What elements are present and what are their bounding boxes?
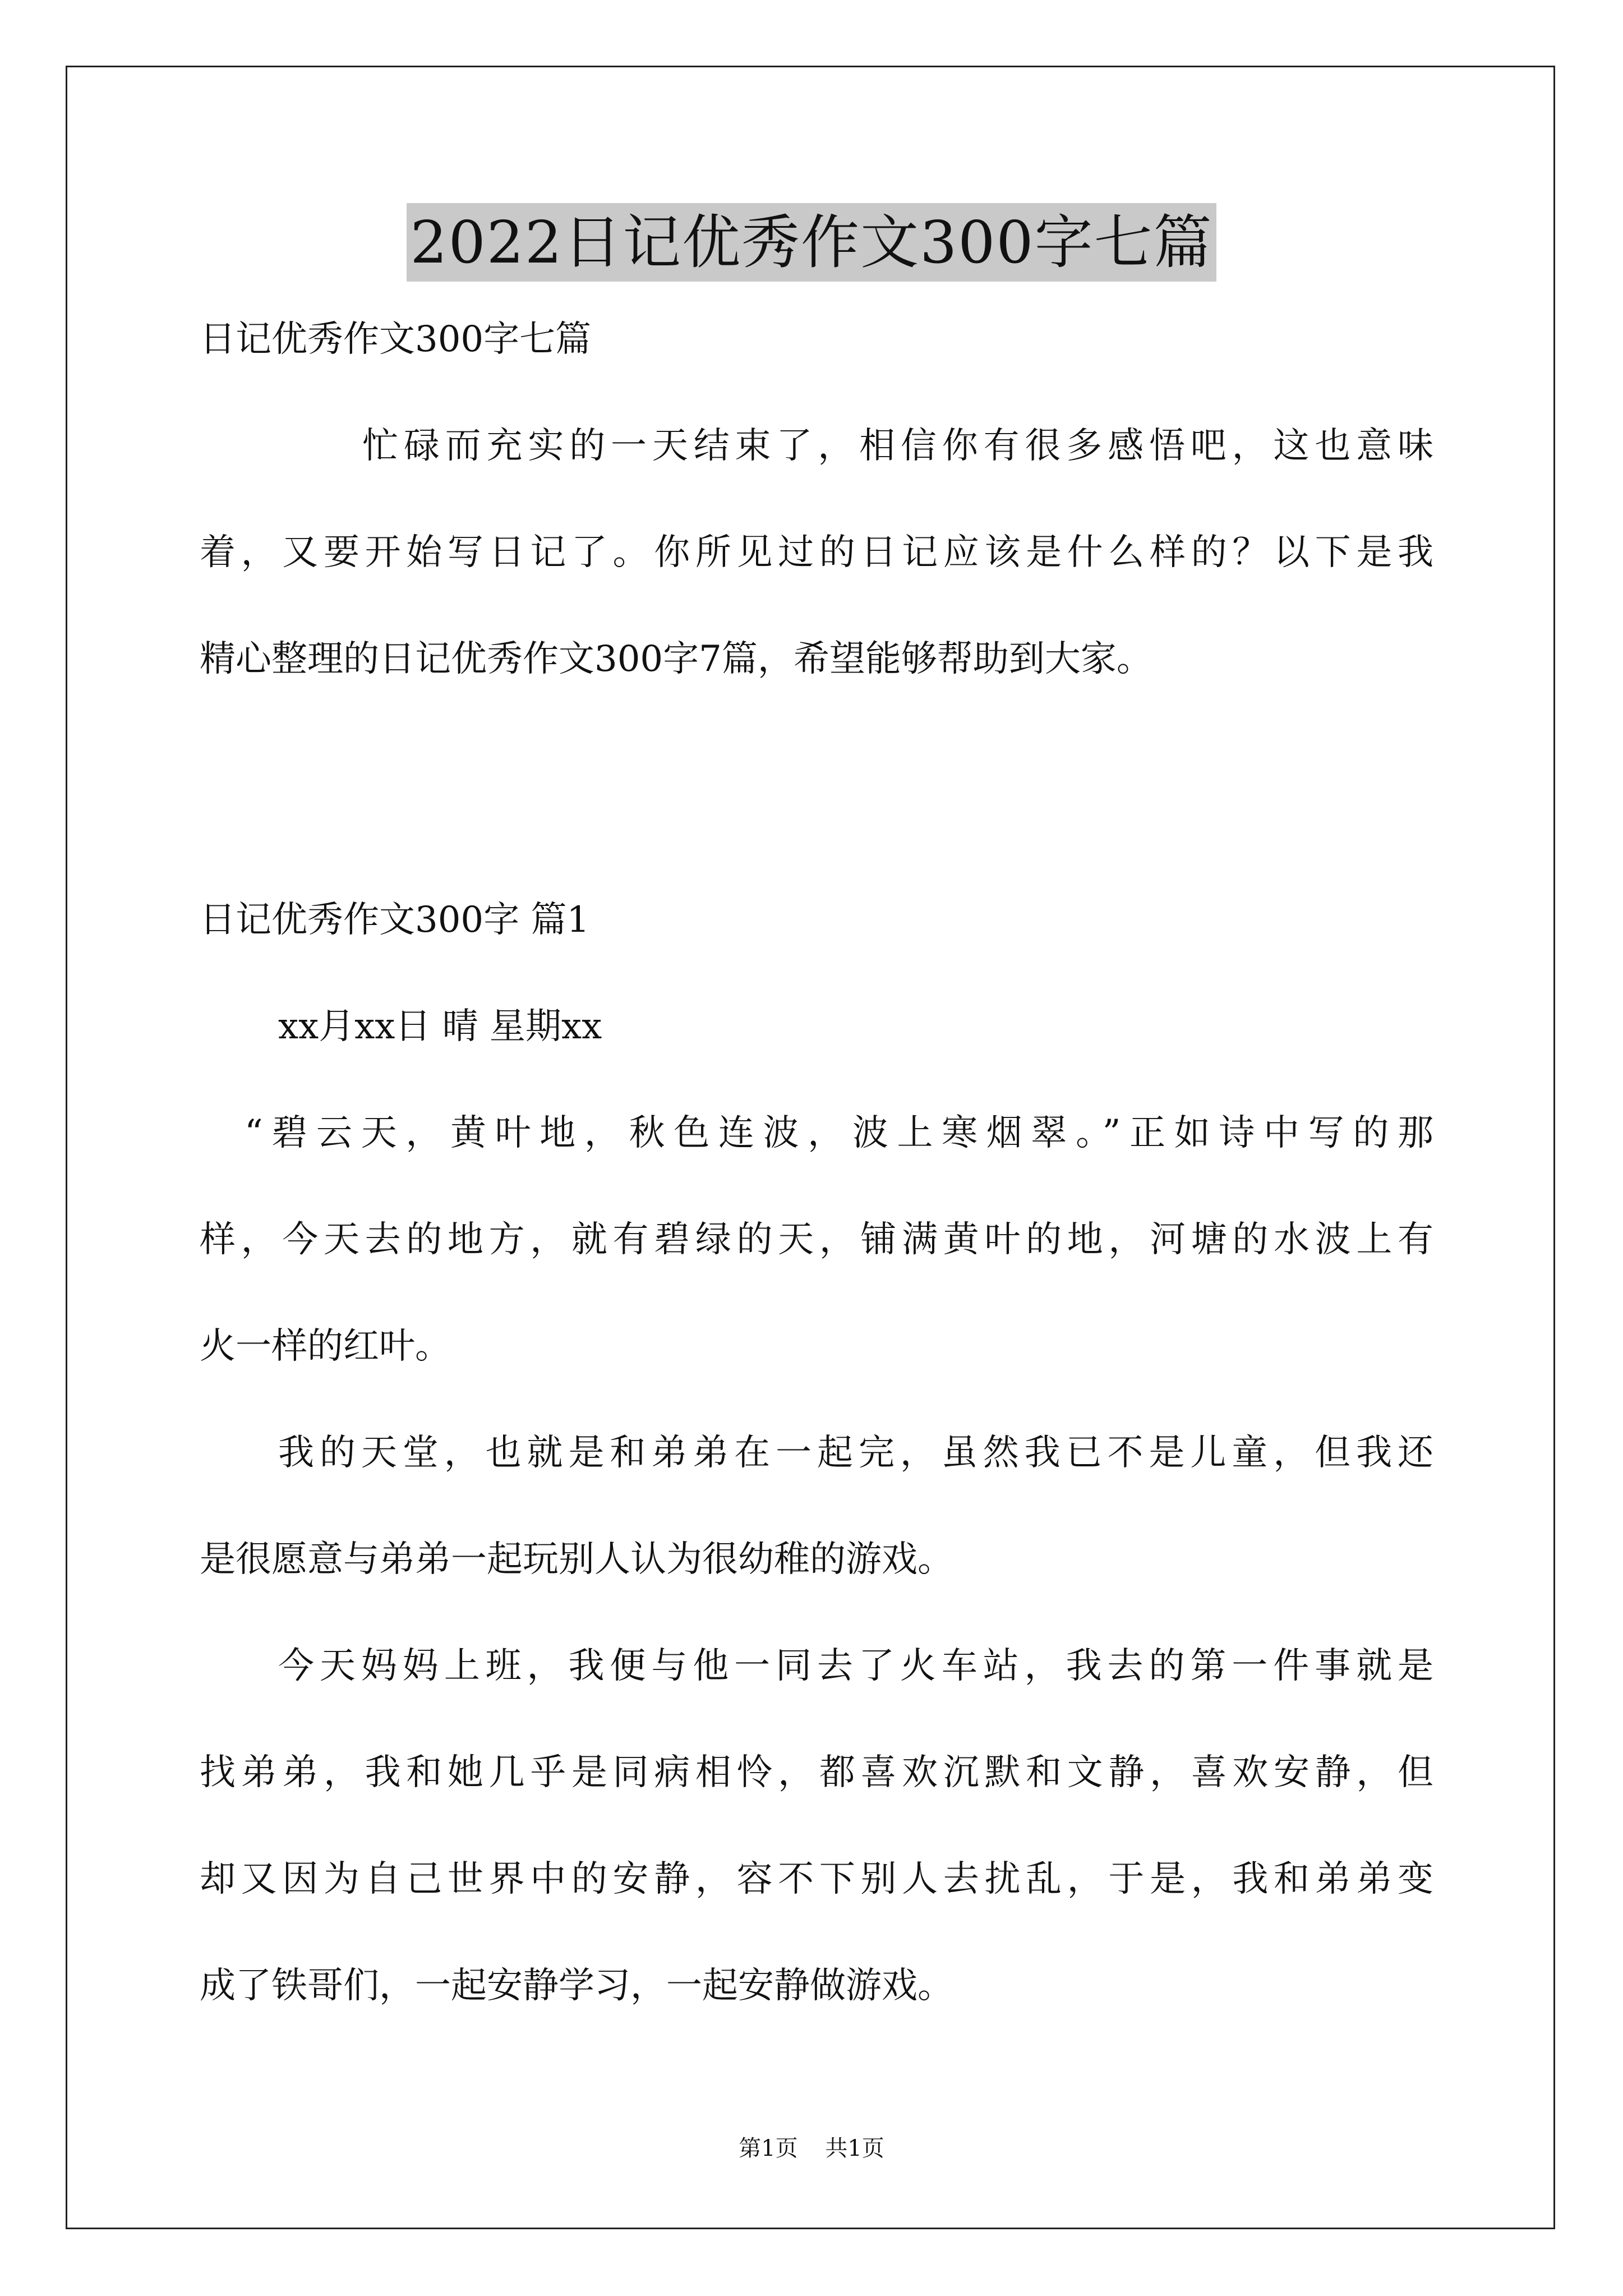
paragraph-line: “碧云天，黄叶地，秋色连波，波上寒烟翠。”正如诗中写的那 bbox=[245, 1112, 1433, 1154]
intro-line: 着，又要开始写日记了。你所见过的日记应该是什么样的？以下是我 bbox=[200, 532, 1433, 573]
page-footer bbox=[0, 2132, 1623, 2165]
intro-line: 忙碌而充实的一天结束了，相信你有很多感悟吧，这也意味 bbox=[362, 425, 1433, 467]
paragraph-line: 样，今天去的地方，就有碧绿的天，铺满黄叶的地，河塘的水波上有 bbox=[200, 1219, 1433, 1260]
intro-line: 精心整理的日记优秀作文300字7篇，希望能够帮助到大家。 bbox=[200, 638, 1152, 680]
page-total: 共1页 bbox=[825, 2136, 884, 2161]
paragraph-line: 今天妈妈上班，我便与他一同去了火车站，我去的第一件事就是 bbox=[278, 1645, 1433, 1687]
title-container bbox=[0, 203, 1623, 282]
page-number: 第1页 bbox=[739, 2136, 798, 2161]
document-title: 2022日记优秀作文300字七篇 bbox=[407, 203, 1216, 282]
paragraph-line: 找弟弟，我和她几乎是同病相怜，都喜欢沉默和文静，喜欢安静，但 bbox=[200, 1752, 1433, 1793]
paragraph-line: 却又因为自己世界中的安静，容不下别人去扰乱，于是，我和弟弟变 bbox=[200, 1858, 1433, 1900]
subtitle: 日记优秀作文300字七篇 bbox=[200, 319, 592, 360]
paragraph-line: 成了铁哥们，一起安静学习，一起安静做游戏。 bbox=[200, 1965, 953, 2007]
section-heading: 日记优秀作文300字 篇1 bbox=[200, 899, 590, 941]
paragraph-line: 火一样的红叶。 bbox=[200, 1326, 451, 1367]
date-line: xx月xx日 晴 星期xx bbox=[278, 1006, 602, 1047]
paragraph-line: 我的天堂，也就是和弟弟在一起完，虽然我已不是儿童，但我还 bbox=[278, 1432, 1433, 1474]
paragraph-line: 是很愿意与弟弟一起玩别人认为很幼稚的游戏。 bbox=[200, 1539, 953, 1580]
